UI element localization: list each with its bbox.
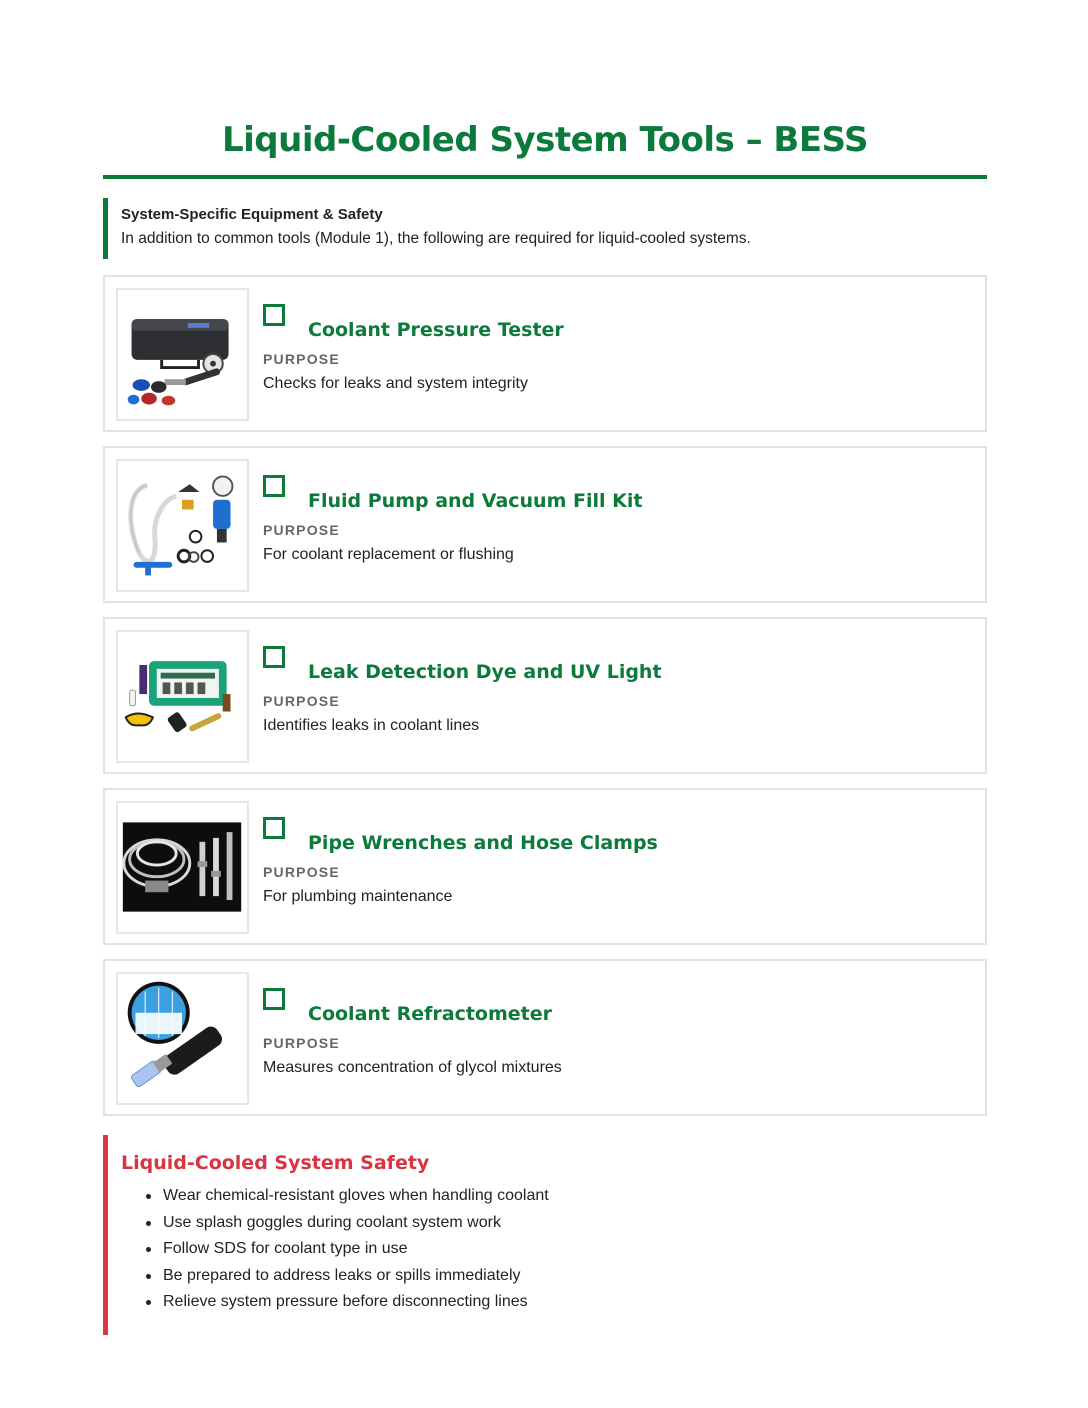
tool-card-refractometer <box>103 959 987 1116</box>
coolant-pressure-tester-kit-image <box>116 288 249 421</box>
safety-item: Be prepared to address leaks or spills immediately <box>163 1267 987 1294</box>
tool-name: Fluid Pump and Vacuum Fill Kit <box>308 490 643 512</box>
purpose-text: For plumbing maintenance <box>263 888 453 905</box>
refractometer-image <box>116 972 249 1105</box>
vacuum-fill-kit-image <box>116 459 249 592</box>
tool-checkbox-pipe-wrenches[interactable] <box>263 817 285 839</box>
intro-heading: System-Specific Equipment & Safety <box>121 206 383 223</box>
safety-item: Relieve system pressure before disconnecting lines <box>163 1293 987 1320</box>
tool-checkbox-coolant-pressure-tester[interactable] <box>263 304 285 326</box>
purpose-label: PURPOSE <box>263 351 340 367</box>
purpose-label: PURPOSE <box>263 864 340 880</box>
safety-title: Liquid-Cooled System Safety <box>121 1152 430 1174</box>
purpose-label: PURPOSE <box>263 1035 340 1051</box>
tool-name: Coolant Pressure Tester <box>308 319 564 341</box>
purpose-label: PURPOSE <box>263 522 340 538</box>
tool-checkbox-leak-detection[interactable] <box>263 646 285 668</box>
safety-callout <box>103 1135 987 1335</box>
tool-name: Coolant Refractometer <box>308 1003 553 1025</box>
page-title: Liquid-Cooled System Tools – BESS <box>221 120 869 160</box>
safety-item: Follow SDS for coolant type in use <box>163 1240 987 1267</box>
tool-card-pipe-wrenches <box>103 788 987 945</box>
safety-item: Use splash goggles during coolant system work <box>163 1214 987 1241</box>
safety-list <box>121 1187 987 1320</box>
hose-clamps-image <box>116 801 249 934</box>
uv-leak-detection-kit-image <box>116 630 249 763</box>
tool-card-coolant-pressure-tester <box>103 275 987 432</box>
purpose-text: Identifies leaks in coolant lines <box>263 717 480 734</box>
safety-item: Wear chemical-resistant gloves when handling coolant <box>163 1187 987 1214</box>
title-divider <box>103 175 987 179</box>
tool-card-vacuum-fill-kit <box>103 446 987 603</box>
intro-text: In addition to common tools (Module 1), the following are required for liquid-cooled systems. <box>121 230 751 247</box>
purpose-text: For coolant replacement or flushing <box>263 546 514 563</box>
purpose-text: Measures concentration of glycol mixtures <box>263 1059 562 1076</box>
tool-name: Pipe Wrenches and Hose Clamps <box>308 832 658 854</box>
purpose-text: Checks for leaks and system integrity <box>263 375 528 392</box>
tool-name: Leak Detection Dye and UV Light <box>308 661 662 683</box>
tool-checkbox-refractometer[interactable] <box>263 988 285 1010</box>
tool-checkbox-vacuum-fill-kit[interactable] <box>263 475 285 497</box>
tool-card-leak-detection <box>103 617 987 774</box>
intro-callout <box>103 198 987 259</box>
purpose-label: PURPOSE <box>263 693 340 709</box>
